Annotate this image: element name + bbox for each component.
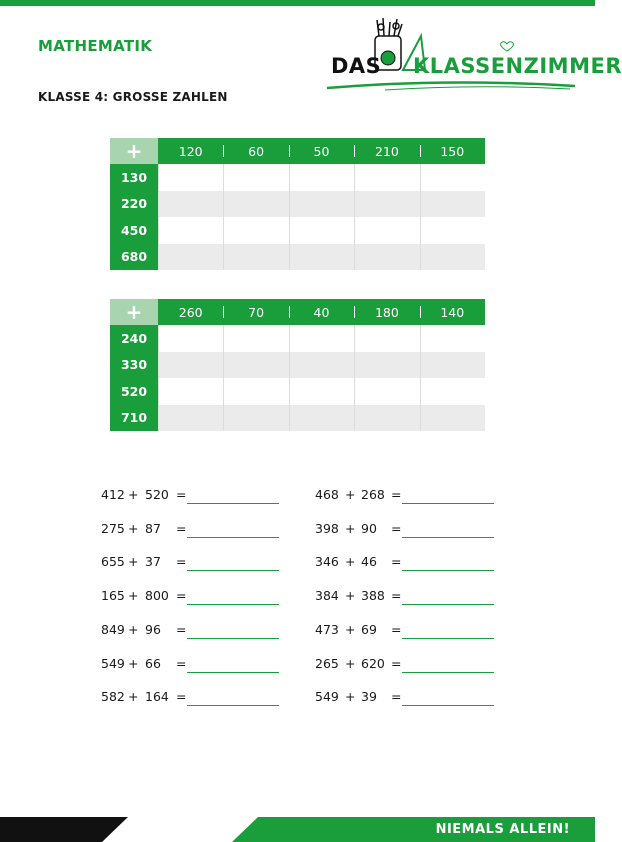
plus-sign: + bbox=[345, 554, 356, 570]
operand-a: 165 bbox=[101, 588, 125, 604]
column-header: 40 bbox=[289, 299, 354, 325]
answer-cell[interactable] bbox=[223, 191, 288, 218]
column-header: 120 bbox=[158, 138, 223, 164]
answer-cell[interactable] bbox=[223, 352, 288, 379]
exercise-row bbox=[315, 656, 515, 676]
column-header: 180 bbox=[354, 299, 419, 325]
row-header: 330 bbox=[110, 352, 158, 379]
answer-cell[interactable] bbox=[420, 405, 485, 432]
exercise-row bbox=[101, 689, 301, 709]
operand-b: 37 bbox=[145, 554, 161, 570]
column-header: 50 bbox=[289, 138, 354, 164]
answer-cell[interactable] bbox=[354, 352, 419, 379]
answer-cell[interactable] bbox=[420, 191, 485, 218]
operand-a: 265 bbox=[315, 655, 339, 671]
exercise-row bbox=[315, 487, 515, 507]
answer-line[interactable] bbox=[187, 604, 279, 605]
table-row bbox=[110, 217, 485, 244]
answer-cell[interactable] bbox=[289, 244, 354, 271]
answer-cell[interactable] bbox=[158, 164, 223, 191]
row-header: 240 bbox=[110, 325, 158, 352]
equals-sign: = bbox=[391, 689, 402, 705]
equals-sign: = bbox=[176, 621, 187, 637]
operand-a: 849 bbox=[101, 621, 125, 637]
subject-title: MATHEMATIK bbox=[38, 37, 153, 55]
table-row bbox=[110, 352, 485, 379]
row-header: 710 bbox=[110, 405, 158, 432]
exercise-row bbox=[101, 656, 301, 676]
equals-sign: = bbox=[391, 520, 402, 536]
column-header: 70 bbox=[223, 299, 288, 325]
logo-text-das: DAS bbox=[331, 54, 382, 78]
equals-sign: = bbox=[391, 554, 402, 570]
operand-a: 275 bbox=[101, 520, 125, 536]
answer-line[interactable] bbox=[187, 672, 279, 673]
top-accent-bar bbox=[0, 0, 595, 6]
exercise-row bbox=[101, 487, 301, 507]
table-header bbox=[110, 138, 485, 164]
row-header: 520 bbox=[110, 378, 158, 405]
operand-a: 655 bbox=[101, 554, 125, 570]
operand-b: 800 bbox=[145, 588, 169, 604]
equals-sign: = bbox=[391, 588, 402, 604]
equals-sign: = bbox=[391, 621, 402, 637]
table-row bbox=[110, 191, 485, 218]
answer-cell[interactable] bbox=[158, 191, 223, 218]
equals-sign: = bbox=[176, 655, 187, 671]
operand-a: 549 bbox=[101, 655, 125, 671]
exercise-row bbox=[315, 689, 515, 709]
addition-table-2 bbox=[110, 299, 485, 431]
exercise-row bbox=[101, 622, 301, 642]
operand-b: 66 bbox=[145, 655, 161, 671]
answer-cell[interactable] bbox=[420, 378, 485, 405]
equals-sign: = bbox=[176, 487, 187, 502]
table-row bbox=[110, 378, 485, 405]
plus-sign: + bbox=[128, 621, 139, 637]
operand-a: 549 bbox=[315, 689, 339, 705]
answer-cell[interactable] bbox=[289, 405, 354, 432]
plus-sign: + bbox=[128, 689, 139, 705]
answer-line[interactable] bbox=[402, 604, 494, 605]
plus-sign: + bbox=[345, 487, 356, 502]
plus-operator: + bbox=[110, 138, 158, 164]
operand-a: 398 bbox=[315, 520, 339, 536]
plus-sign: + bbox=[345, 655, 356, 671]
worksheet-title: KLASSE 4: GROSSE ZAHLEN bbox=[38, 90, 228, 104]
operand-b: 388 bbox=[361, 588, 385, 604]
answer-line[interactable] bbox=[187, 638, 279, 639]
operand-a: 582 bbox=[101, 689, 125, 705]
answer-cell[interactable] bbox=[354, 191, 419, 218]
table-row bbox=[110, 405, 485, 432]
answer-cell[interactable] bbox=[158, 352, 223, 379]
exercise-row bbox=[315, 622, 515, 642]
operand-b: 46 bbox=[361, 554, 377, 570]
equals-sign: = bbox=[391, 487, 402, 502]
operand-b: 39 bbox=[361, 689, 377, 705]
table-row bbox=[110, 164, 485, 191]
answer-cell[interactable] bbox=[223, 217, 288, 244]
answer-line[interactable] bbox=[187, 537, 279, 538]
answer-cell[interactable] bbox=[223, 164, 288, 191]
plus-sign: + bbox=[128, 588, 139, 604]
answer-cell[interactable] bbox=[289, 378, 354, 405]
table-row bbox=[110, 325, 485, 352]
answer-cell[interactable] bbox=[420, 244, 485, 271]
exercise-row bbox=[315, 588, 515, 608]
answer-cell[interactable] bbox=[289, 164, 354, 191]
answer-line[interactable] bbox=[187, 705, 279, 706]
answer-cell[interactable] bbox=[420, 352, 485, 379]
answer-cell[interactable] bbox=[354, 405, 419, 432]
answer-cell[interactable] bbox=[158, 378, 223, 405]
answer-cell[interactable] bbox=[289, 325, 354, 352]
table-row bbox=[110, 244, 485, 271]
exercise-row bbox=[315, 521, 515, 541]
column-header: 140 bbox=[420, 299, 485, 325]
answer-cell[interactable] bbox=[420, 164, 485, 191]
equals-sign: = bbox=[176, 554, 187, 570]
operand-a: 412 bbox=[101, 487, 125, 502]
plus-sign: + bbox=[345, 588, 356, 604]
plus-sign: + bbox=[128, 655, 139, 671]
answer-line[interactable] bbox=[402, 503, 494, 504]
answer-cell[interactable] bbox=[223, 405, 288, 432]
plus-sign: + bbox=[128, 520, 139, 536]
operand-a: 468 bbox=[315, 487, 339, 502]
operand-a: 346 bbox=[315, 554, 339, 570]
answer-cell[interactable] bbox=[354, 217, 419, 244]
column-header: 150 bbox=[420, 138, 485, 164]
answer-cell[interactable] bbox=[223, 244, 288, 271]
table-header bbox=[110, 299, 485, 325]
plus-sign: + bbox=[345, 689, 356, 705]
operand-b: 87 bbox=[145, 520, 161, 536]
answer-cell[interactable] bbox=[158, 405, 223, 432]
equals-sign: = bbox=[391, 655, 402, 671]
answer-cell[interactable] bbox=[420, 325, 485, 352]
footer-slogan: NIEMALS ALLEIN! bbox=[435, 822, 570, 837]
answer-line[interactable] bbox=[402, 638, 494, 639]
row-header: 680 bbox=[110, 244, 158, 271]
exercise-row bbox=[101, 588, 301, 608]
answer-line[interactable] bbox=[402, 705, 494, 706]
operand-b: 520 bbox=[145, 487, 169, 502]
operand-b: 96 bbox=[145, 621, 161, 637]
footer-black-band bbox=[0, 817, 102, 842]
footer-black-band-edge bbox=[102, 817, 128, 842]
answer-line[interactable] bbox=[402, 537, 494, 538]
operand-b: 164 bbox=[145, 689, 169, 705]
answer-cell[interactable] bbox=[354, 164, 419, 191]
column-header: 260 bbox=[158, 299, 223, 325]
answer-cell[interactable] bbox=[354, 325, 419, 352]
answer-line[interactable] bbox=[187, 570, 279, 571]
equals-sign: = bbox=[176, 588, 187, 604]
answer-cell[interactable] bbox=[158, 244, 223, 271]
answer-cell[interactable] bbox=[289, 217, 354, 244]
plus-sign: + bbox=[345, 520, 356, 536]
equals-sign: = bbox=[176, 689, 187, 705]
row-header: 130 bbox=[110, 164, 158, 191]
answer-line[interactable] bbox=[402, 570, 494, 571]
answer-line[interactable] bbox=[187, 503, 279, 504]
logo bbox=[325, 14, 622, 94]
answer-cell[interactable] bbox=[354, 244, 419, 271]
plus-sign: + bbox=[128, 554, 139, 570]
operand-b: 90 bbox=[361, 520, 377, 536]
answer-line[interactable] bbox=[402, 672, 494, 673]
plus-sign: + bbox=[128, 487, 139, 502]
answer-cell[interactable] bbox=[354, 378, 419, 405]
row-header: 220 bbox=[110, 191, 158, 218]
plus-sign: + bbox=[345, 621, 356, 637]
operand-b: 69 bbox=[361, 621, 377, 637]
answer-cell[interactable] bbox=[158, 325, 223, 352]
operand-b: 268 bbox=[361, 487, 385, 502]
answer-cell[interactable] bbox=[420, 217, 485, 244]
exercise-row bbox=[101, 554, 301, 574]
operand-a: 473 bbox=[315, 621, 339, 637]
logo-text-klassenzimmer: KLASSENZIMMER bbox=[413, 54, 622, 78]
answer-cell[interactable] bbox=[223, 325, 288, 352]
addition-table-1 bbox=[110, 138, 485, 270]
plus-operator: + bbox=[110, 299, 158, 325]
exercise-row bbox=[101, 521, 301, 541]
operand-a: 384 bbox=[315, 588, 339, 604]
answer-cell[interactable] bbox=[289, 191, 354, 218]
equals-sign: = bbox=[176, 520, 187, 536]
column-header: 60 bbox=[223, 138, 288, 164]
operand-b: 620 bbox=[361, 655, 385, 671]
answer-cell[interactable] bbox=[289, 352, 354, 379]
column-header: 210 bbox=[354, 138, 419, 164]
answer-cell[interactable] bbox=[158, 217, 223, 244]
row-header: 450 bbox=[110, 217, 158, 244]
exercise-row bbox=[315, 554, 515, 574]
answer-cell[interactable] bbox=[223, 378, 288, 405]
